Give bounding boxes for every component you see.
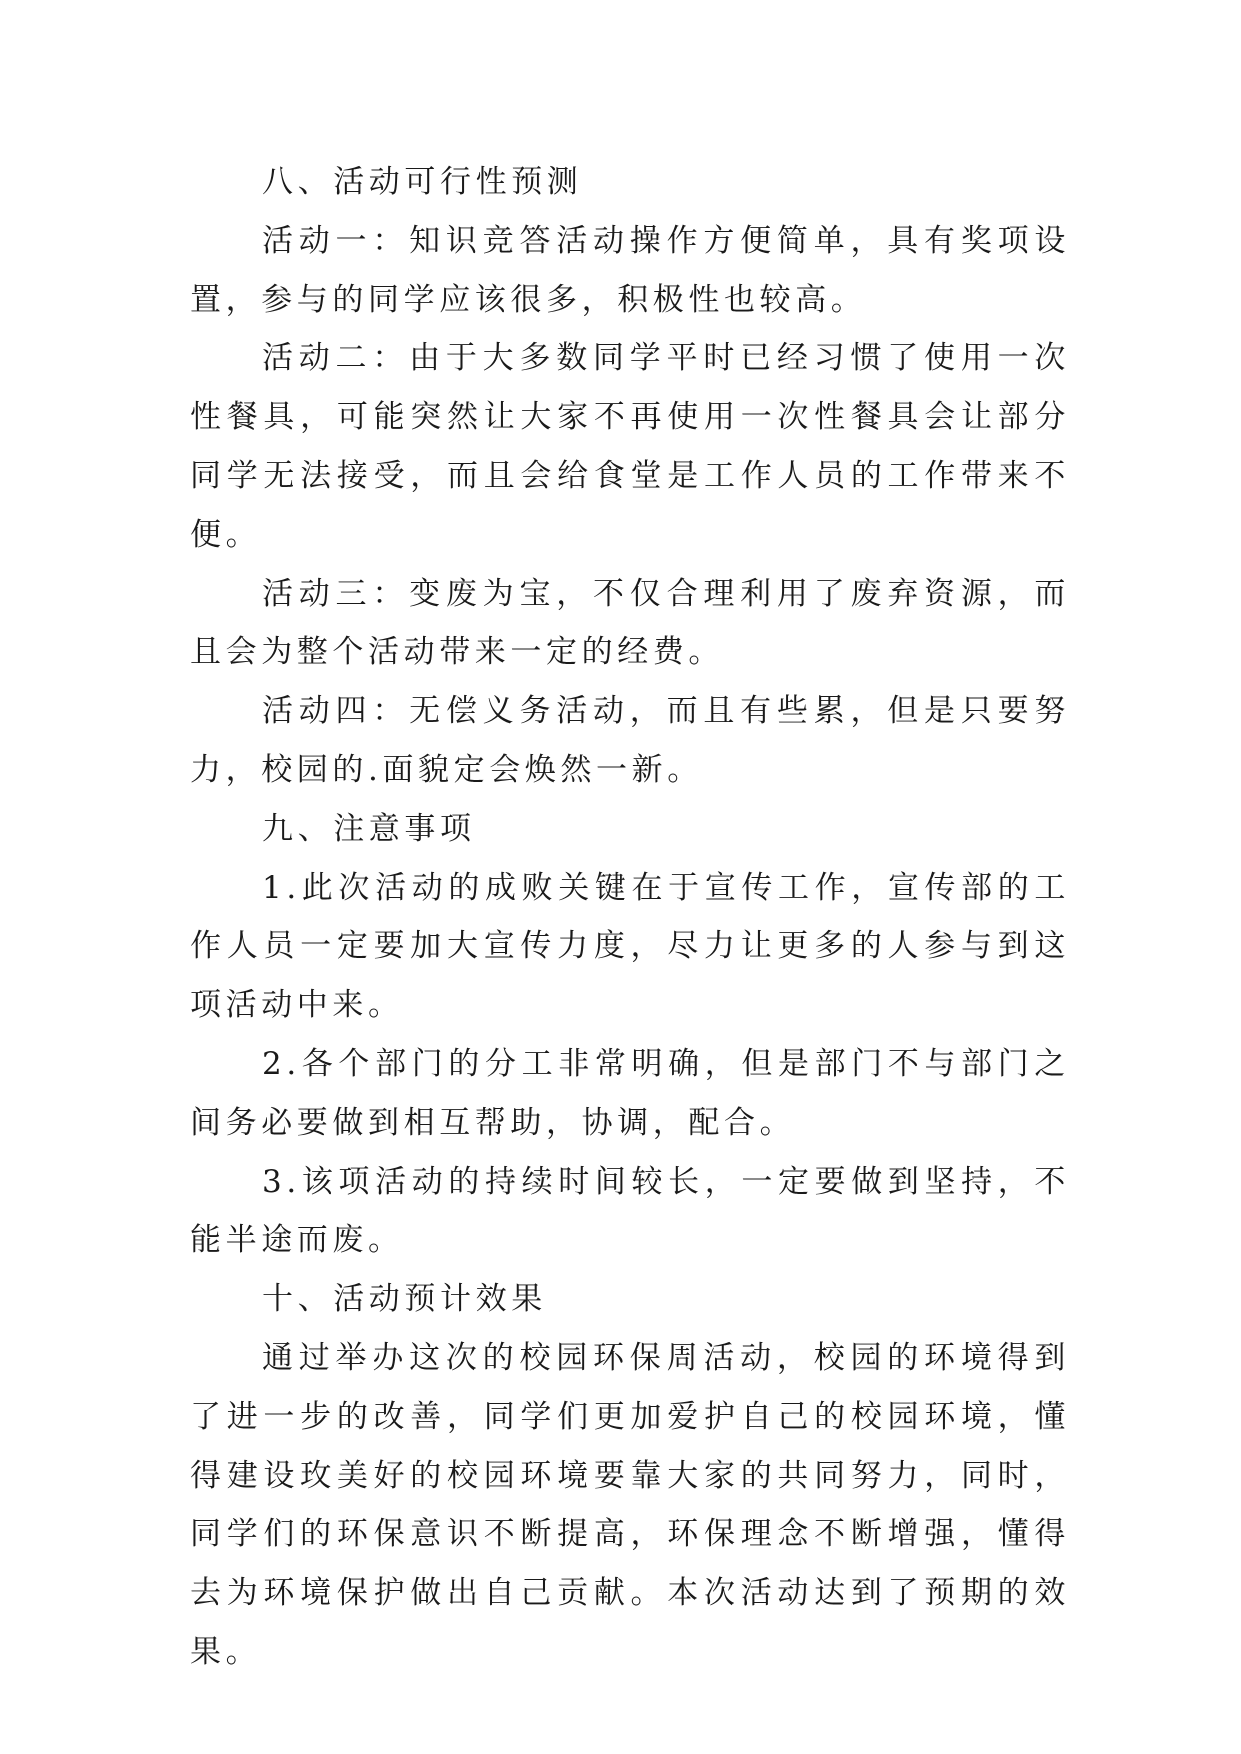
paragraph-activity-one: 活动一：知识竞答活动操作方便简单，具有奖项设置，参与的同学应该很多，积极性也较高。 [190,222,1070,318]
paragraph-note-three: 3.该项活动的持续时间较长，一定要做到坚持，不能半途而废。 [190,1163,1070,1259]
section-heading-notes: 九、注意事项 [262,810,476,847]
paragraph-expected-effect: 通过举办这次的校园环保周活动，校园的环境得到了进一步的改善，同学们更加爱护自己的校园环境，懂得建设玫美好的校园环境要靠大家的共同努力，同时，同学们的环保意识不断提高，环保理念不断增强，懂得去为环境保护做出自己贡献。本次活动达到了预期的效果。 [190,1339,1070,1670]
paragraph-activity-three: 活动三：变废为宝，不仅合理利用了废弃资源，而且会为整个活动带来一定的经费。 [190,575,1070,671]
document-body [190,153,1070,1682]
paragraph-note-one: 1.此次活动的成败关键在于宣传工作，宣传部的工作人员一定要加大宣传力度，尽力让更多的人参与到这项活动中来。 [190,869,1070,1024]
paragraph-note-two: 2.各个部门的分工非常明确，但是部门不与部门之间务必要做到相互帮助，协调，配合。 [190,1045,1070,1141]
paragraph-activity-four: 活动四：无偿义务活动，而且有些累，但是只要努力，校园的.面貌定会焕然一新。 [190,693,1070,788]
section-heading-expected-effect: 十、活动预计效果 [262,1281,547,1318]
paragraph-activity-two: 活动二：由于大多数同学平时已经习惯了使用一次性餐具，可能突然让大家不再使用一次性餐具会让部分同学无法接受，而且会给食堂是工作人员的工作带来不便。 [190,340,1070,553]
section-heading-feasibility: 八、活动可行性预测 [262,164,583,200]
